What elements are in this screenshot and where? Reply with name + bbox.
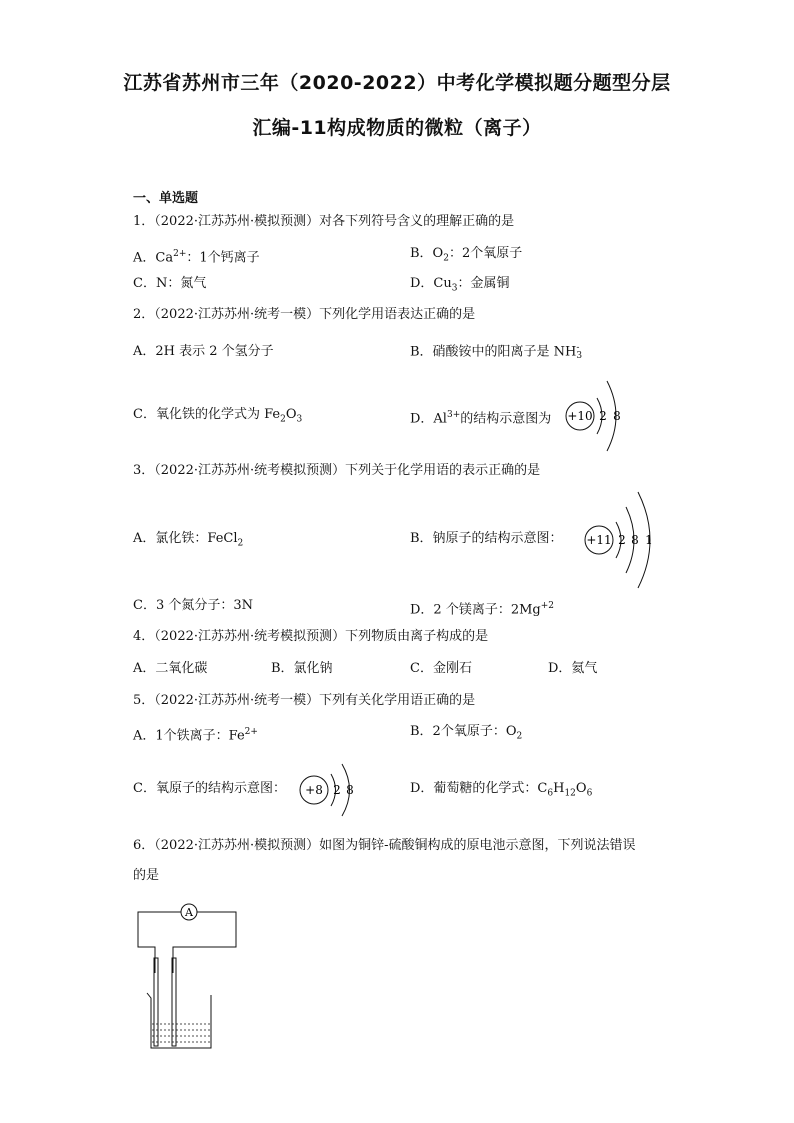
na-shell-3-count: 1 xyxy=(645,533,653,547)
q5-stem: 5．（2022·江苏苏州·统考一模）下列有关化学用语正确的是 xyxy=(133,693,476,708)
o-nucleus-label: +8 xyxy=(305,783,323,797)
q1-option-c: C．N：氮气 xyxy=(133,276,207,291)
q2-option-b: B．硝酸铵中的阳离子是 NH - 3 xyxy=(410,343,583,361)
o-atom-structure-diagram xyxy=(297,762,367,818)
q5-option-d: D．葡萄糖的化学式：$C_6H_{12}O_6$ xyxy=(410,781,593,799)
document-title-line1: 江苏省苏州市三年（2020-2022）中考化学模拟题分题型分层 xyxy=(123,72,671,94)
q4-option-a: A．二氧化碳 xyxy=(133,661,208,676)
q2-option-a: A．2H 表示 2 个氢分子 xyxy=(133,344,274,359)
q4-stem: 4．（2022·江苏苏州·统考模拟预测）下列物质由离子构成的是 xyxy=(133,629,489,644)
q2-option-c: C．氧化铁的化学式为 $Fe_2O_3$ xyxy=(133,407,303,425)
galvanic-cell-diagram xyxy=(133,898,243,1058)
document-title-line2: 汇编-11构成物质的微粒（离子） xyxy=(252,117,542,139)
q3-stem: 3．（2022·江苏苏州·统考模拟预测）下列关于化学用语的表示正确的是 xyxy=(133,463,541,478)
q3-option-b: B．钠原子的结构示意图： xyxy=(410,531,563,546)
q3-option-d: D．2 个镁离子：$2Mg^{+2}$ xyxy=(410,601,555,618)
al-ion-structure-diagram xyxy=(563,376,643,456)
q4-option-c: C．金刚石 xyxy=(410,661,472,676)
na-nucleus-label: +11 xyxy=(586,533,612,547)
ammeter-label: A xyxy=(185,906,193,919)
na-atom-structure-diagram xyxy=(582,489,662,591)
o-shell-2-count: 8 xyxy=(346,783,354,797)
al-nucleus-label: +10 xyxy=(567,409,593,423)
q4-option-b: B．氯化钠 xyxy=(271,661,333,676)
q1-stem: 1．（2022·江苏苏州·模拟预测）对各下列符号含义的理解正确的是 xyxy=(133,214,515,229)
al-shell-1-count: 2 xyxy=(599,409,607,423)
na-shell-2-count: 8 xyxy=(631,533,639,547)
q6-stem-line1: 6．（2022·江苏苏州·模拟预测）如图为铜锌-硫酸铜构成的原电池示意图，下列说法错误 xyxy=(133,838,636,853)
q1-option-a: A．$Ca^{2+}$：1个钙离子 xyxy=(133,249,260,266)
q2-stem: 2．（2022·江苏苏州·统考一模）下列化学用语表达正确的是 xyxy=(133,307,476,322)
na-shell-1-count: 2 xyxy=(618,533,626,547)
section-heading: 一、单选题 xyxy=(133,191,199,206)
q1-option-b: B．$O_2$：2个氧原子 xyxy=(410,246,523,264)
q5-option-a: A．1个铁离子：$Fe^{2+}$ xyxy=(133,727,258,744)
q2-option-d: D．$Al^{3+}$的结构示意图为 xyxy=(410,410,552,427)
q5-option-c: C．氧原子的结构示意图： xyxy=(133,781,286,796)
q1-option-d: D．$Cu_3$：金属铜 xyxy=(410,276,510,294)
o-shell-1-count: 2 xyxy=(333,783,341,797)
q6-stem-line2: 的是 xyxy=(133,868,160,883)
q5-option-b: B．2个氧原子：$O_2$ xyxy=(410,724,523,742)
al-shell-2-count: 8 xyxy=(613,409,621,423)
beaker xyxy=(147,993,211,1048)
q3-option-c: C．3 个氮分子：3N xyxy=(133,598,253,613)
q3-option-a: A．氯化铁：FeCl$_2$ xyxy=(133,531,244,549)
q4-option-d: D．氦气 xyxy=(548,661,598,676)
